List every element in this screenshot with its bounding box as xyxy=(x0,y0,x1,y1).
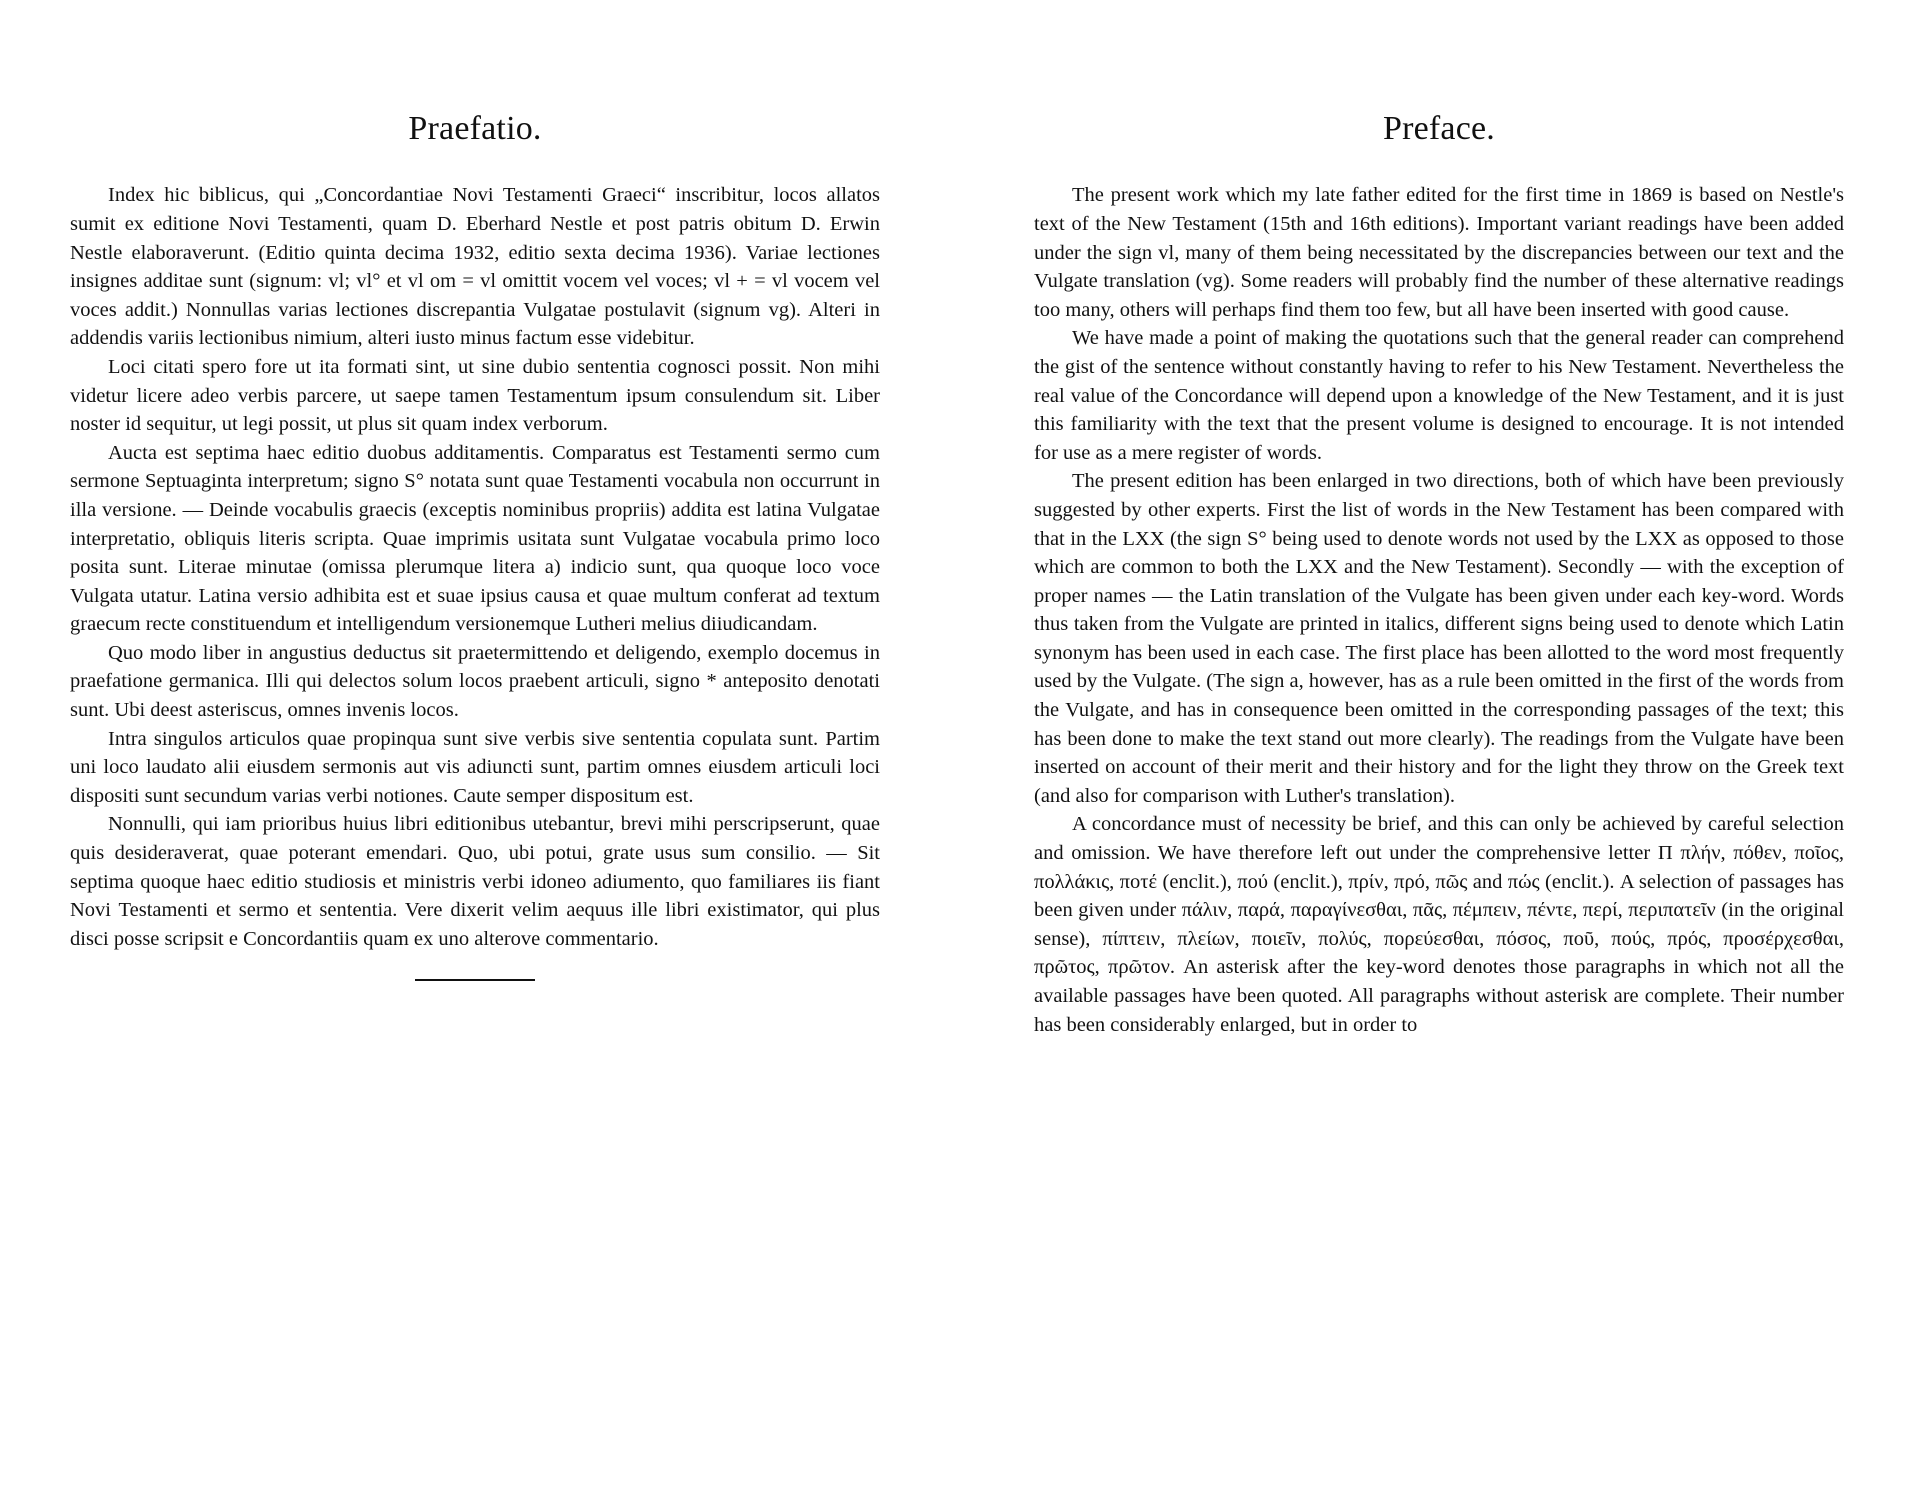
right-page xyxy=(954,0,1864,1500)
right-paragraph-2: We have made a point of making the quotations such that the general reader can comprehend the gist of the sentence without constantly having to refer to his New Testament. Nevertheless the real value of the Concordance will depend upon a knowledge of the New Testament, and it is just this familiarity with the text that the present volume is designed to encourage. It is not intended for use as a mere register of words. xyxy=(1034,327,1844,464)
right-page-text xyxy=(1034,181,1844,1039)
left-paragraph-1: Index hic biblicus, qui „Concordantiae Novi Testamenti Graeci“ inscribitur, locos allatos sumit ex editione Novi Testamenti, quam D. Eberhard Nestle et post patris obitum D. Erwin Nestle elaboraverunt. (Editio quinta decima 1932, editio sexta decima 1936). Variae lectiones insignes additae sunt (signum: vl; vl° et vl om = vl omittit vocem vel voces; vl + = vl vocem vel voces addit.) Nonnullas varias lectiones discrepantia Vulgatae postulavit (signum vg). Alteri in addendis variis lectionibus nimium, alteri iusto minus factum esse videbitur. xyxy=(70,184,880,350)
right-paragraph-4: A concordance must of necessity be brief, and this can only be achieved by careful selection and omission. We have therefore left out under the comprehensive letter Π πλήν, πόθεν, ποῖος, πολλάκις, ποτέ (enclit.), πού (enclit.), πρίν, πρό, πῶς and πώς (enclit.). A selection of passages has been given under πάλιν, παρά, παραγίνεσθαι, πᾶς, πέμπειν, πέντε, περί, περιπατεῖν (in the original sense), πίπτειν, πλείων, ποιεῖν, πολύς, πορεύεσθαι, πόσος, ποῦ, πούς, πρός, προσέρχεσθαι, πρῶτος, πρῶτον. An asterisk after the key-word denotes those paragraphs in which not all the available passages have been quoted. All paragraphs without asterisk are complete. Their number has been considerably enlarged, but in order to xyxy=(1034,813,1844,1036)
right-page-title: Preface. xyxy=(1382,110,1496,147)
right-page-column xyxy=(1034,110,1844,1039)
left-paragraph-6: Nonnulli, qui iam prioribus huius libri editionibus utebantur, brevi mihi perscripserunt, quae quis desideraverat, quae poterant emendari. Quo, ubi potui, grate usus sum consilio. — Sit septima quoque haec editio studiosis et ministris verbi idoneo adiumento, quo familiares iis fiant Novi Testamenti et sermo et sententia. Vere dixerit velim aequus ille libri existimator, qui plus disci posse scripsit e Concordantiis quam ex uno alterove commentario. xyxy=(70,813,880,950)
left-paragraph-5: Intra singulos articulos quae propinqua sunt sive verbis sive sententia copulata sunt. Partim uni loco laudato alii eiusdem sermonis aut vis adiuncti sunt, partim omnes eiusdem articuli loci dispositi sunt secundum varias verbi notiones. Caute semper dispositum est. xyxy=(70,727,880,807)
left-page xyxy=(0,0,910,1500)
right-paragraph-1: The present work which my late father edited for the first time in 1869 is based on Nestle's text of the New Testament (15th and 16th editions). Important variant readings have been added under the sign vl, many of them being necessitated by the discrepancies between our text and the Vulgate translation (vg). Some readers will probably find the number of these alternative readings too many, others will perhaps find them too few, but all have been inserted with good cause. xyxy=(1034,184,1844,321)
left-paragraph-3: Aucta est septima haec editio duobus additamentis. Comparatus est Testamenti sermo cum sermone Septuaginta interpretum; signo S° notata sunt quae Testamenti vocabula non occurrunt in illa versione. — Deinde vocabulis graecis (exceptis nominibus propriis) addita est latina Vulgatae interpretatio, obliquis literis scripta. Quae imprimis usitata sunt Vulgatae vocabula primo loco posita sunt. Literae minutae (omissa plerumque litera a) indicio sunt, qua quoque loco voce Vulgata utatur. Latina versio adhibita est et suae ipsius causa et quae multum conferat ad textum graecum recte constituendum et intelligendum versionemque Lutheri melius diiudicandam. xyxy=(70,441,880,636)
left-page-text xyxy=(70,181,880,953)
left-paragraph-4: Quo modo liber in angustius deductus sit praetermittendo et deligendo, exemplo docemus in praefatione germanica. Illi qui delectos solum locos praebent articuli, signo * anteposito denotati sunt. Ubi deest asteriscus, omnes invenis locos. xyxy=(70,641,880,722)
left-page-column xyxy=(70,110,880,981)
right-paragraph-3: The present edition has been enlarged in two directions, both of which have been previously suggested by other experts. First the list of words in the New Testament has been compared with that in the LXX (the sign S° being used to denote words not used by the LXX as opposed to those which are common to both the LXX and the New Testament). Secondly — with the exception of proper names — the Latin translation of the Vulgate has been given under each key-word. Words thus taken from the Vulgate are printed in italics, different signs being used to denote which Latin synonym has been used in each case. The first place has been allotted to the word most frequently used by the Vulgate. (The sign a, however, has as a rule been omitted in the first of the words from the Vulgate, and has in consequence been omitted in the corresponding passages of the text; this has been done to make the text stand out more clearly). The readings from the Vulgate have been inserted on account of their merit and their history and for the light they throw on the Greek text (and also for comparison with Luther's translation). xyxy=(1034,470,1844,807)
left-paragraph-2: Loci citati spero fore ut ita formati sint, ut sine dubio sententia cognosci possit. Non mihi videtur licere adeo verbis parcere, ut saepe tamen Testamentum ipsum consulendum sit. Liber noster id sequitur, ut legi possit, ut plus sit quam index verborum. xyxy=(70,355,880,436)
section-end-rule xyxy=(415,979,535,981)
left-page-title: Praefatio. xyxy=(408,110,542,147)
